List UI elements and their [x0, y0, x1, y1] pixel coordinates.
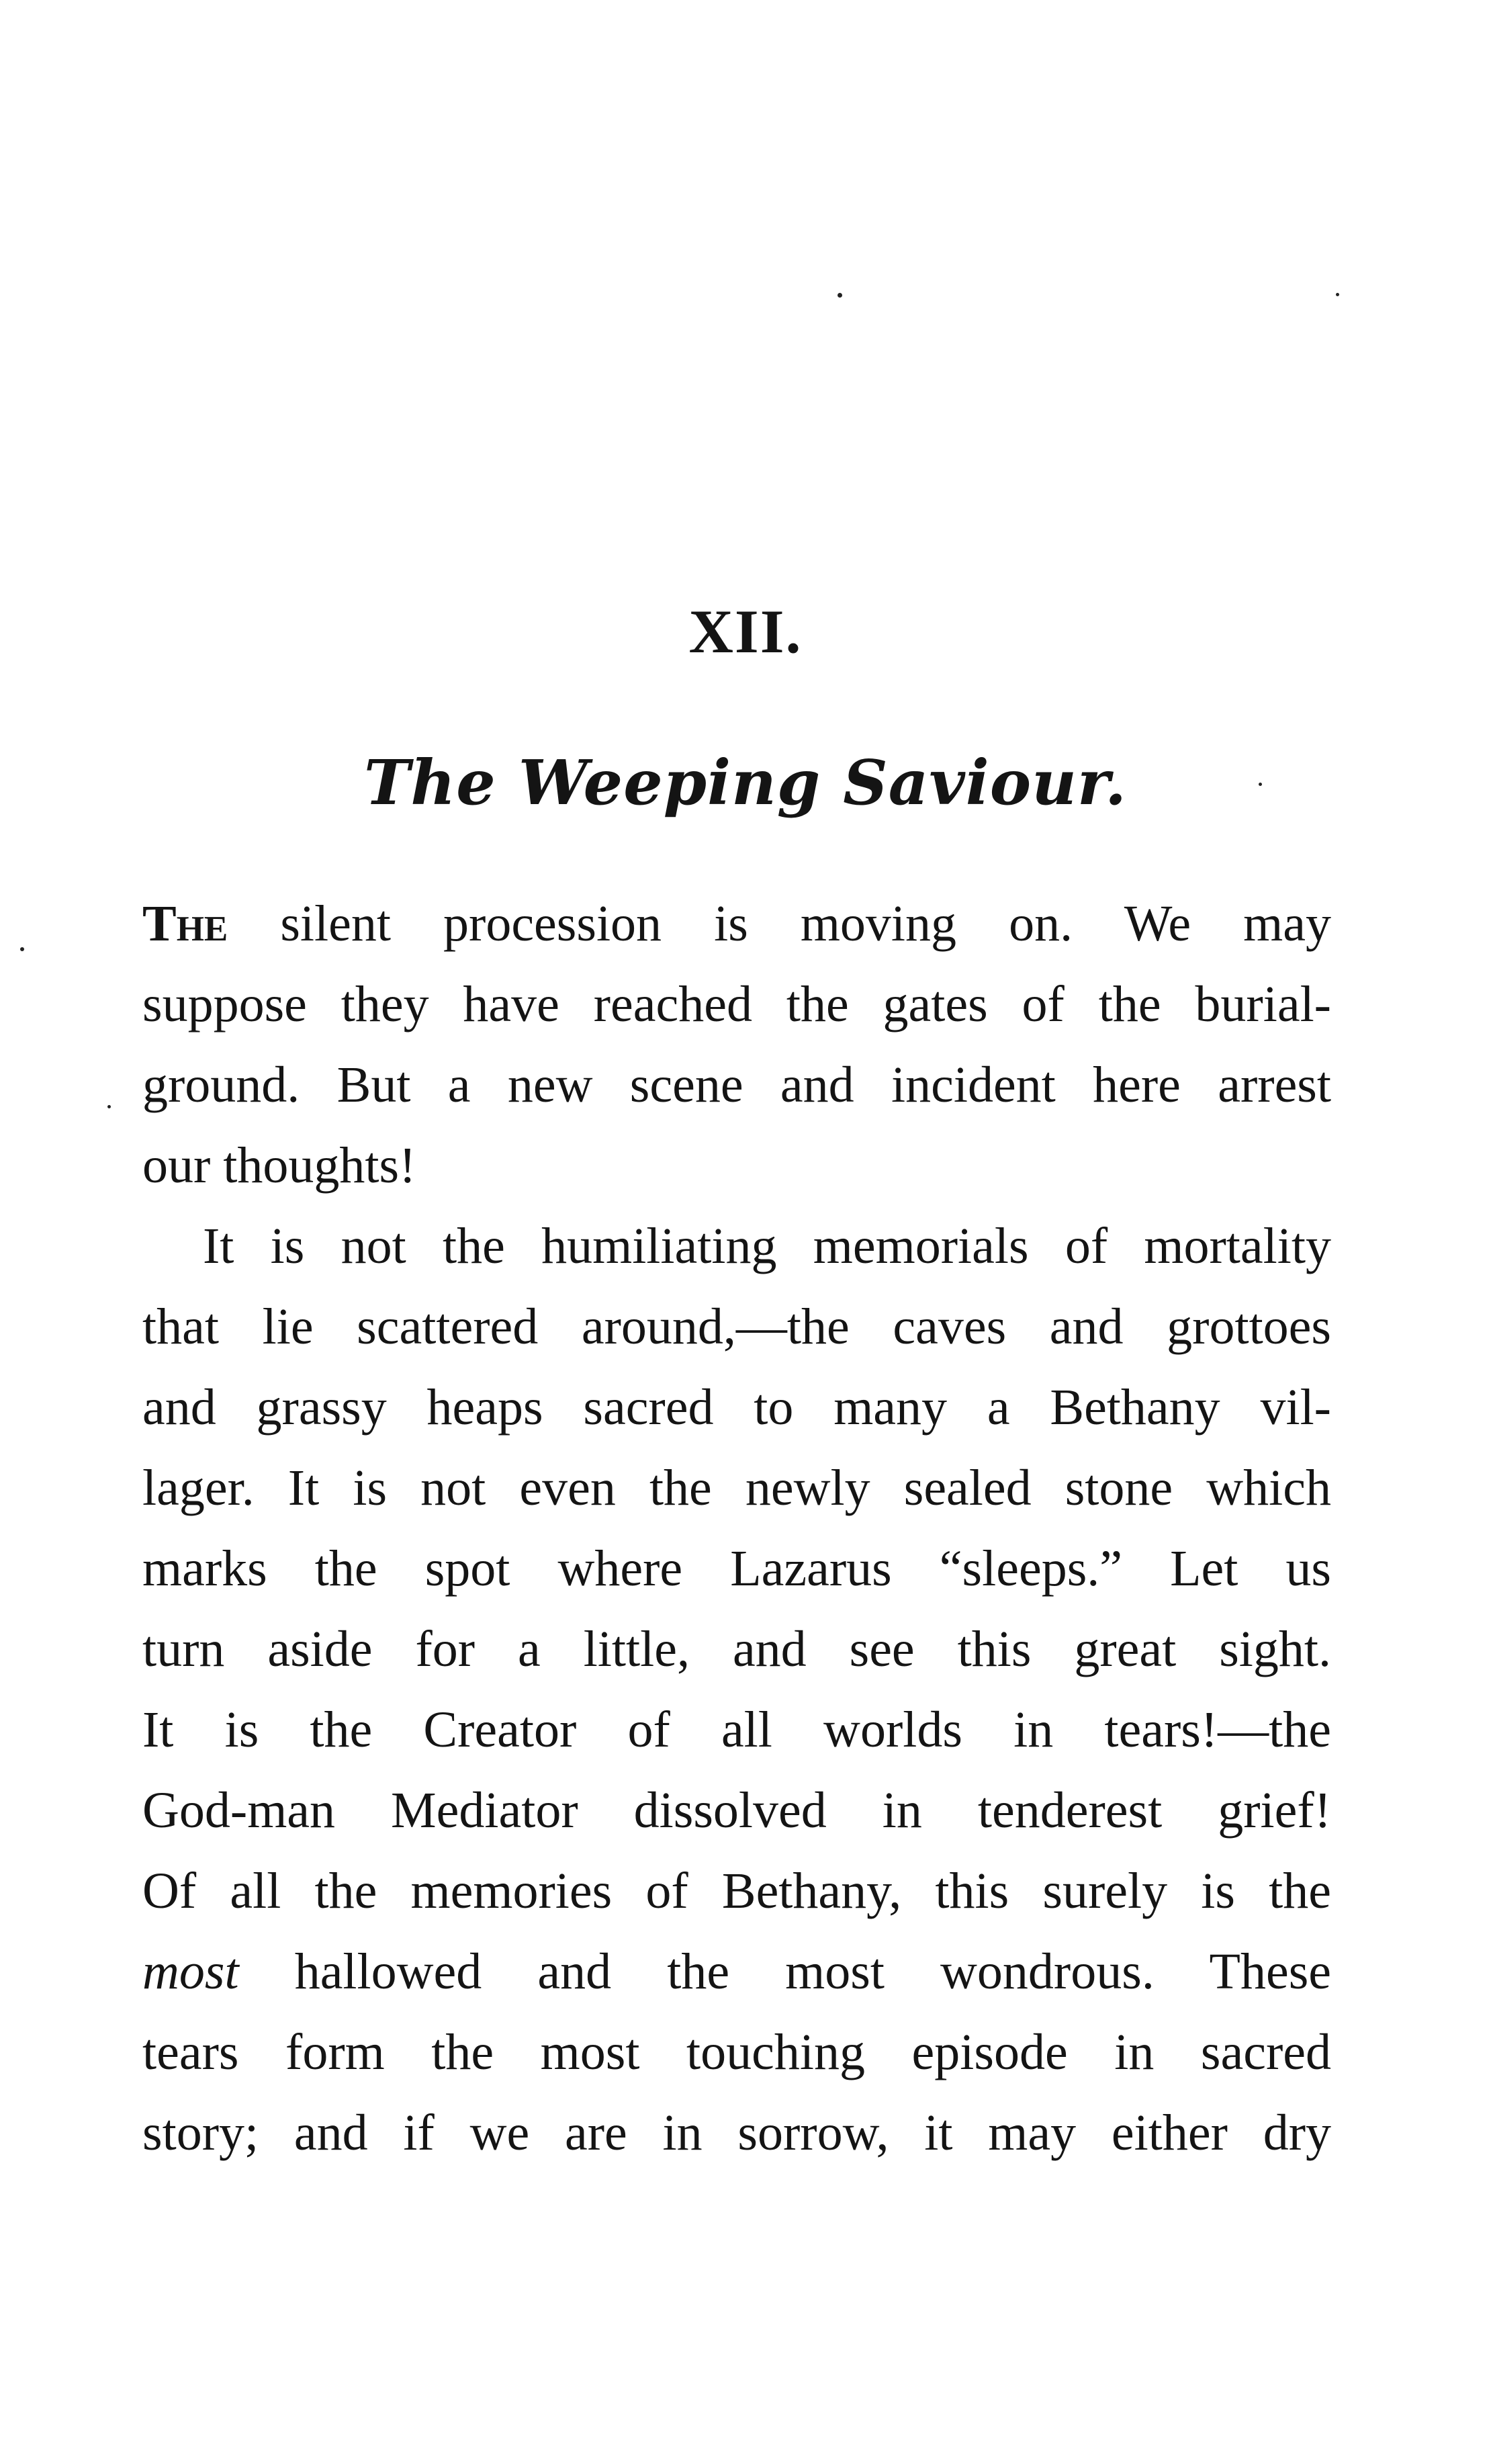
print-speck	[107, 1105, 111, 1108]
text-line: tears form the most touching episode in sacred	[142, 2024, 1331, 2080]
line-text: hallowed and the most wondrous. These	[294, 1943, 1331, 2000]
emphasis: most	[142, 1943, 239, 2000]
chapter-title: The Weeping Saviour.	[363, 746, 1128, 819]
text-line: and grassy heaps sacred to many a Bethany vil-	[142, 1379, 1331, 1436]
text-line: suppose they have reached the gates of the burial-	[142, 976, 1331, 1032]
text-line: Of all the memories of Bethany, this surely is the	[142, 1863, 1331, 1919]
text-line	[142, 1931, 1331, 2012]
print-speck	[1336, 293, 1339, 296]
text-line: our thoughts!	[142, 1137, 416, 1194]
text-line: marks the spot where Lazarus “sleeps.” Let us	[142, 1540, 1331, 1597]
print-speck	[20, 947, 24, 951]
text-line: lager. It is not even the newly sealed stone which	[142, 1460, 1331, 1516]
text-line: turn aside for a little, and see this great sight.	[142, 1621, 1331, 1677]
text-line: that lie scattered around,—the caves and grottoes	[142, 1299, 1331, 1355]
line-text: silent procession is moving on. We may	[280, 895, 1331, 952]
text-line: story; and if we are in sorrow, it may either dry	[142, 2105, 1331, 2161]
text-line: ground. But a new scene and incident here arrest	[142, 1057, 1331, 1113]
text-line	[142, 883, 1331, 964]
opening-word: The	[142, 895, 228, 952]
text-line: God-man Mediator dissolved in tenderest grief!	[142, 1782, 1331, 1839]
chapter-number: XII.	[688, 597, 803, 666]
paragraph-first-line: It is not the humiliating memorials of mortality	[203, 1218, 1331, 1274]
text-line: It is the Creator of all worlds in tears!—the	[142, 1702, 1331, 1758]
body-text	[142, 883, 1331, 2173]
print-speck	[838, 293, 842, 298]
